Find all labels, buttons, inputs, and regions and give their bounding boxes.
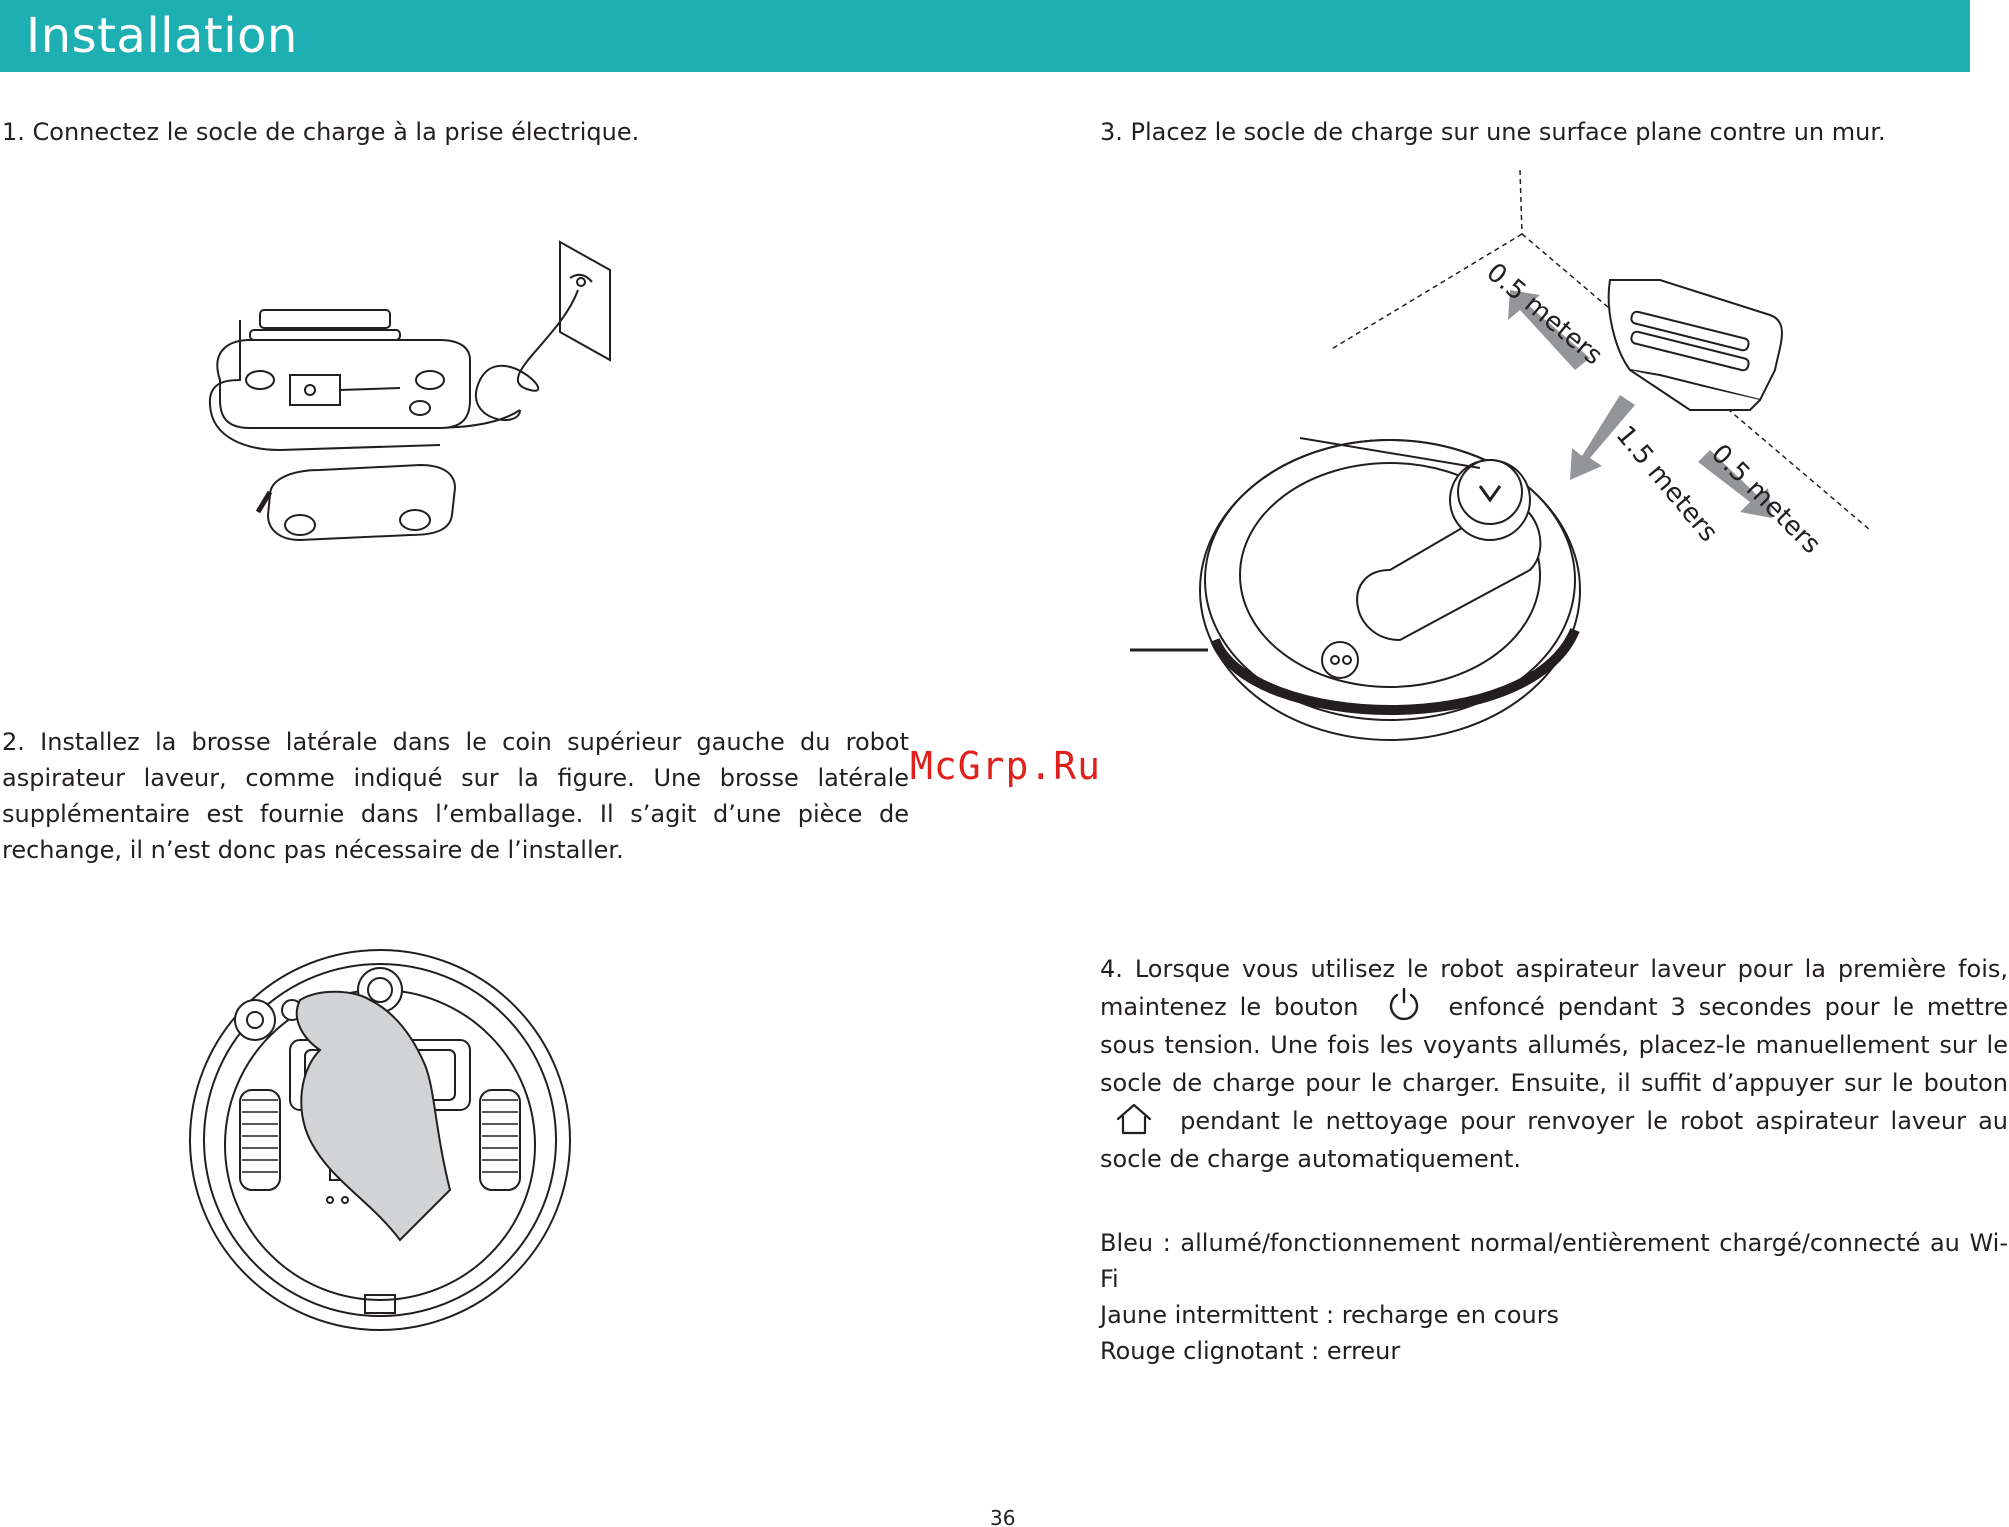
watermark: McGrp.Ru	[910, 744, 1102, 788]
step-4-part-2: enfoncé pendant 3 secondes pour le mettre sous tension. Une fois les voyants allumés, placez-le manuellement sur le socle de charge pour le charger. Ensuite, il suffit d’appuyer sur le bouton	[1100, 993, 2009, 1097]
distance-front-label: 1.5 meters	[1609, 420, 1724, 548]
placement-distance-illustration	[1190, 170, 1910, 750]
led-status-list	[1100, 1225, 2008, 1369]
charging-dock-illustration	[190, 230, 640, 590]
step-2-text: 2. Installez la brosse latérale dans le coin supérieur gauche du robot aspirateur laveur, comme indiqué sur la figure. Une brosse latérale supplémentaire est fournie dans l’emballage. Il s’agit d’une pièce de rechange, il n’est donc pas nécessaire de l’installer.	[2, 728, 909, 864]
led-blue-text: Bleu : allumé/fonctionnement normal/entièrement chargé/connecté au Wi-Fi	[1100, 1229, 2008, 1293]
power-icon	[1386, 987, 1422, 1023]
home-icon	[1110, 1101, 1158, 1137]
step-4-text	[1100, 950, 2008, 1178]
page-number: 36	[990, 1506, 1016, 1527]
step-4-part-3: pendant le nettoyage pour renvoyer le robot aspirateur laveur au socle de charge automatiquement.	[1100, 1107, 2008, 1173]
distance-left-label: 0.5 meters	[1480, 257, 1609, 372]
side-brush-illustration	[180, 940, 580, 1340]
step-3-text: 3. Placez le socle de charge sur une surface plane contre un mur.	[1100, 118, 1886, 146]
distance-right-label: 0.5 meters	[1705, 438, 1827, 560]
header-bar	[0, 0, 1970, 72]
step-4-part-1: 4. Lorsque vous utilisez le robot aspirateur laveur pour la première fois, maintenez le bouton	[1100, 955, 2008, 1021]
led-yellow-text: Jaune intermittent : recharge en cours	[1100, 1301, 1560, 1329]
step-1-text: 1. Connectez le socle de charge à la prise électrique.	[2, 118, 640, 146]
led-red-text: Rouge clignotant : erreur	[1100, 1337, 1401, 1365]
page-title: Installation	[26, 8, 298, 64]
